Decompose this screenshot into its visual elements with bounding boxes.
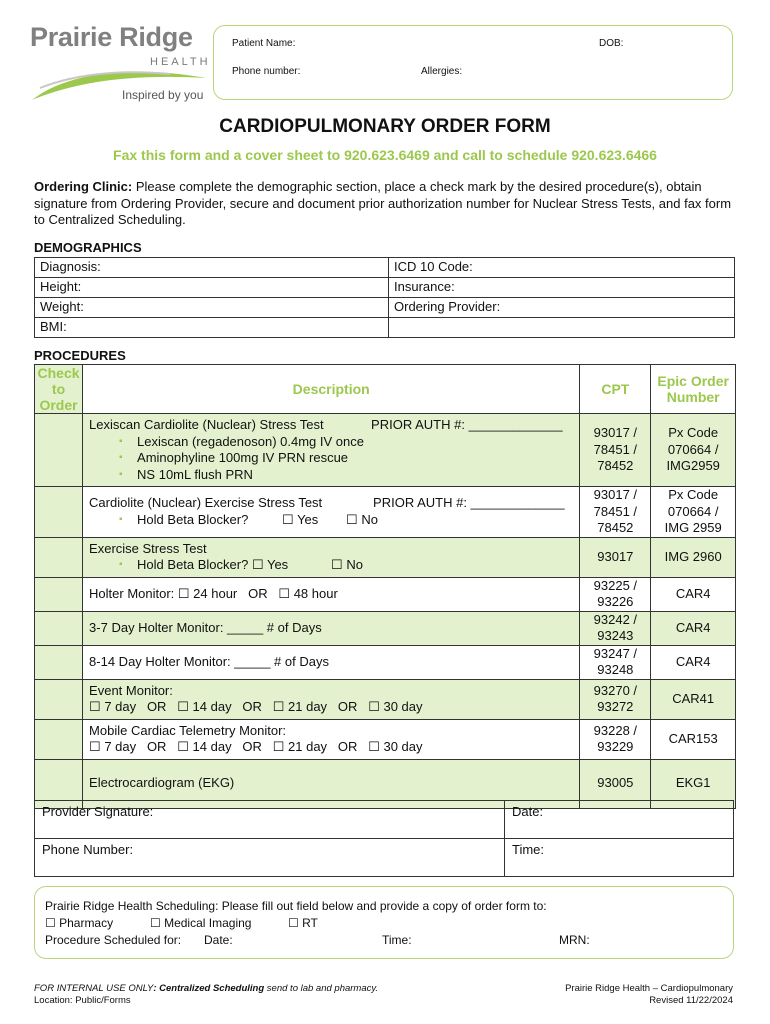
table-row — [35, 577, 736, 611]
cpt-code: 93243 — [597, 628, 634, 643]
internal-suffix: send to lab and pharmacy. — [264, 983, 379, 994]
logo-tagline: Inspired by you — [122, 88, 204, 102]
procedure-title: Electrocardiogram (EKG) — [83, 759, 580, 808]
yes-checkbox[interactable]: ☐ Yes — [282, 511, 319, 527]
logo-name: Prairie Ridge — [30, 22, 193, 52]
phone-number-label[interactable]: Phone number: — [232, 66, 301, 77]
duration-options[interactable]: ☐ 7 day OR ☐ 14 day OR ☐ 21 day OR ☐ 30 day — [89, 699, 423, 714]
demographics-heading: DEMOGRAPHICS — [34, 240, 142, 255]
epic-code: CAR4 — [651, 577, 736, 611]
logo-health: HEALTH — [150, 56, 211, 68]
cpt-code: 93017 — [580, 537, 651, 577]
provider-signature-field[interactable]: Provider Signature: — [35, 801, 505, 839]
intro-paragraph — [34, 179, 739, 229]
check-box[interactable] — [35, 645, 83, 679]
duration-options[interactable]: ☐ 7 day OR ☐ 14 day OR ☐ 21 day OR ☐ 30 day — [89, 739, 423, 754]
procedure-scheduled-label: Procedure Scheduled for: — [45, 933, 182, 947]
phone-number-field[interactable]: Phone Number: — [35, 839, 505, 877]
check-header: Check to Order — [35, 365, 83, 414]
allergies-label[interactable]: Allergies: — [421, 66, 463, 77]
patient-name-label[interactable]: Patient Name: — [232, 38, 296, 49]
cpt-code: 78451 / — [593, 503, 638, 519]
fax-instructions: Fax this form and a cover sheet to 920.623.6469 and call to schedule 920.623.6466 — [113, 147, 657, 163]
procedure-title: Lexiscan Cardiolite (Nuclear) Stress Test — [89, 417, 324, 432]
cpt-code: 93017 / — [593, 487, 638, 502]
check-box[interactable] — [35, 537, 83, 577]
epic-code: CAR153 — [651, 719, 736, 759]
internal-bold: : Centralized Scheduling — [153, 983, 265, 994]
intro-text: Please complete the demographic section, place a check mark by the desired procedure(s), obtain signature from Ordering Provider, secure and document prior authorization number for Nuclear Stress Tests, and fax form to Centralized Scheduling. — [34, 179, 732, 227]
description-header: Description — [83, 365, 580, 414]
epic-code: Px Code — [668, 425, 719, 441]
table-row — [35, 719, 736, 759]
table-row — [35, 537, 736, 577]
cpt-code: 93248 — [597, 662, 634, 677]
cpt-code: 93247 / — [593, 645, 638, 661]
procedure-title: Holter Monitor: ☐ 24 hour OR ☐ 48 hour — [83, 577, 580, 611]
scheduling-instructions: Prairie Ridge Health Scheduling: Please fill out field below and provide a copy of order form to: — [45, 899, 547, 913]
bullet-item: NS 10mL flush PRN — [137, 466, 253, 482]
pharmacy-checkbox[interactable]: ☐ Pharmacy — [45, 916, 114, 930]
cpt-code: 93272 — [597, 699, 634, 714]
scheduled-time-field[interactable]: Time: — [382, 933, 412, 947]
diagnosis-field[interactable]: Diagnosis: — [35, 258, 389, 278]
cpt-code: 78451 / — [593, 441, 638, 457]
no-checkbox[interactable]: ☐ No — [346, 511, 378, 527]
epic-code: 070664 / — [667, 441, 719, 457]
table-row — [35, 414, 736, 487]
cpt-code: 78452 — [597, 520, 634, 535]
patient-info-box — [213, 25, 733, 100]
table-row — [35, 487, 736, 538]
epic-code: CAR41 — [651, 679, 736, 719]
bullet-item: Hold Beta Blocker? — [137, 511, 249, 527]
check-box[interactable] — [35, 577, 83, 611]
cpt-code: 93225 / — [593, 577, 638, 593]
epic-code: 070664 / — [667, 503, 719, 519]
procedure-title: 8-14 Day Holter Monitor: _____ # of Days — [83, 645, 580, 679]
procedure-title: 3-7 Day Holter Monitor: _____ # of Days — [83, 611, 580, 645]
rt-checkbox[interactable]: ☐ RT — [288, 916, 318, 930]
footer-internal — [34, 983, 378, 1007]
date-field[interactable]: Date: — [505, 801, 734, 839]
empty-field — [389, 318, 735, 338]
procedure-title: Cardiolite (Nuclear) Exercise Stress Test — [89, 495, 323, 511]
prior-auth-field[interactable]: PRIOR AUTH #: _____________ — [373, 495, 565, 511]
cpt-code: 78452 — [597, 458, 634, 474]
procedure-title: Exercise Stress Test — [89, 540, 207, 556]
cpt-code: 93229 — [597, 739, 634, 754]
check-box[interactable] — [35, 611, 83, 645]
dob-label[interactable]: DOB: — [599, 38, 624, 49]
ordering-provider-field[interactable]: Ordering Provider: — [389, 298, 735, 318]
time-field[interactable]: Time: — [505, 839, 734, 877]
weight-field[interactable]: Weight: — [35, 298, 389, 318]
procedure-title: Event Monitor: — [89, 682, 173, 698]
cpt-code: 93242 / — [593, 611, 638, 627]
no-checkbox[interactable]: ☐ No — [331, 557, 363, 572]
epic-header: Epic Order Number — [651, 365, 736, 414]
cpt-code: 93270 / — [593, 682, 638, 698]
epic-code: IMG2959 — [666, 458, 720, 474]
check-box[interactable] — [35, 414, 83, 487]
scheduled-date-field[interactable]: Date: — [204, 933, 233, 947]
footer-revision — [565, 983, 733, 1007]
check-box[interactable] — [35, 719, 83, 759]
bullet-item: Lexiscan (regadenoson) 0.4mg IV once — [137, 433, 364, 449]
bmi-field[interactable]: BMI: — [35, 318, 389, 338]
cpt-code: 93005 — [580, 759, 651, 808]
signature-table — [34, 800, 734, 877]
footer-department: Prairie Ridge Health – Cardiopulmonary — [565, 983, 733, 994]
table-row — [35, 679, 736, 719]
insurance-field[interactable]: Insurance: — [389, 278, 735, 298]
epic-code: CAR4 — [651, 645, 736, 679]
procedures-heading: PROCEDURES — [34, 348, 126, 363]
scheduling-box — [34, 886, 734, 959]
epic-code: IMG 2960 — [651, 537, 736, 577]
internal-prefix: FOR INTERNAL USE ONLY — [34, 983, 154, 994]
epic-code: CAR4 — [651, 611, 736, 645]
cpt-header: CPT — [580, 365, 651, 414]
mrn-field[interactable]: MRN: — [559, 933, 590, 947]
footer-revised: Revised 11/22/2024 — [649, 995, 733, 1006]
cpt-code: 93017 / — [593, 425, 638, 441]
logo — [30, 20, 211, 106]
procedures-table — [34, 364, 736, 809]
cpt-code: 93226 — [597, 594, 634, 609]
icd10-field[interactable]: ICD 10 Code: — [389, 258, 735, 278]
check-box[interactable] — [35, 679, 83, 719]
check-box[interactable] — [35, 487, 83, 538]
epic-code: Px Code — [668, 487, 719, 502]
page-title: CARDIOPULMONARY ORDER FORM — [219, 116, 551, 137]
cpt-code: 93228 / — [593, 722, 638, 738]
medical-imaging-checkbox[interactable]: ☐ Medical Imaging — [150, 916, 252, 930]
bullet-item: Hold Beta Blocker? ☐ Yes — [137, 557, 289, 572]
table-row — [35, 645, 736, 679]
table-row — [35, 611, 736, 645]
prior-auth-field[interactable]: PRIOR AUTH #: _____________ — [371, 417, 563, 432]
epic-code: EKG1 — [651, 759, 736, 808]
demographics-table — [34, 257, 735, 338]
footer-location: Location: Public/Forms — [34, 995, 131, 1006]
procedure-title: Mobile Cardiac Telemetry Monitor: — [89, 722, 287, 738]
intro-lead: Ordering Clinic: — [34, 179, 133, 194]
epic-code: IMG 2959 — [664, 520, 722, 535]
bullet-item: Aminophyline 100mg IV PRN rescue — [137, 450, 349, 465]
height-field[interactable]: Height: — [35, 278, 389, 298]
